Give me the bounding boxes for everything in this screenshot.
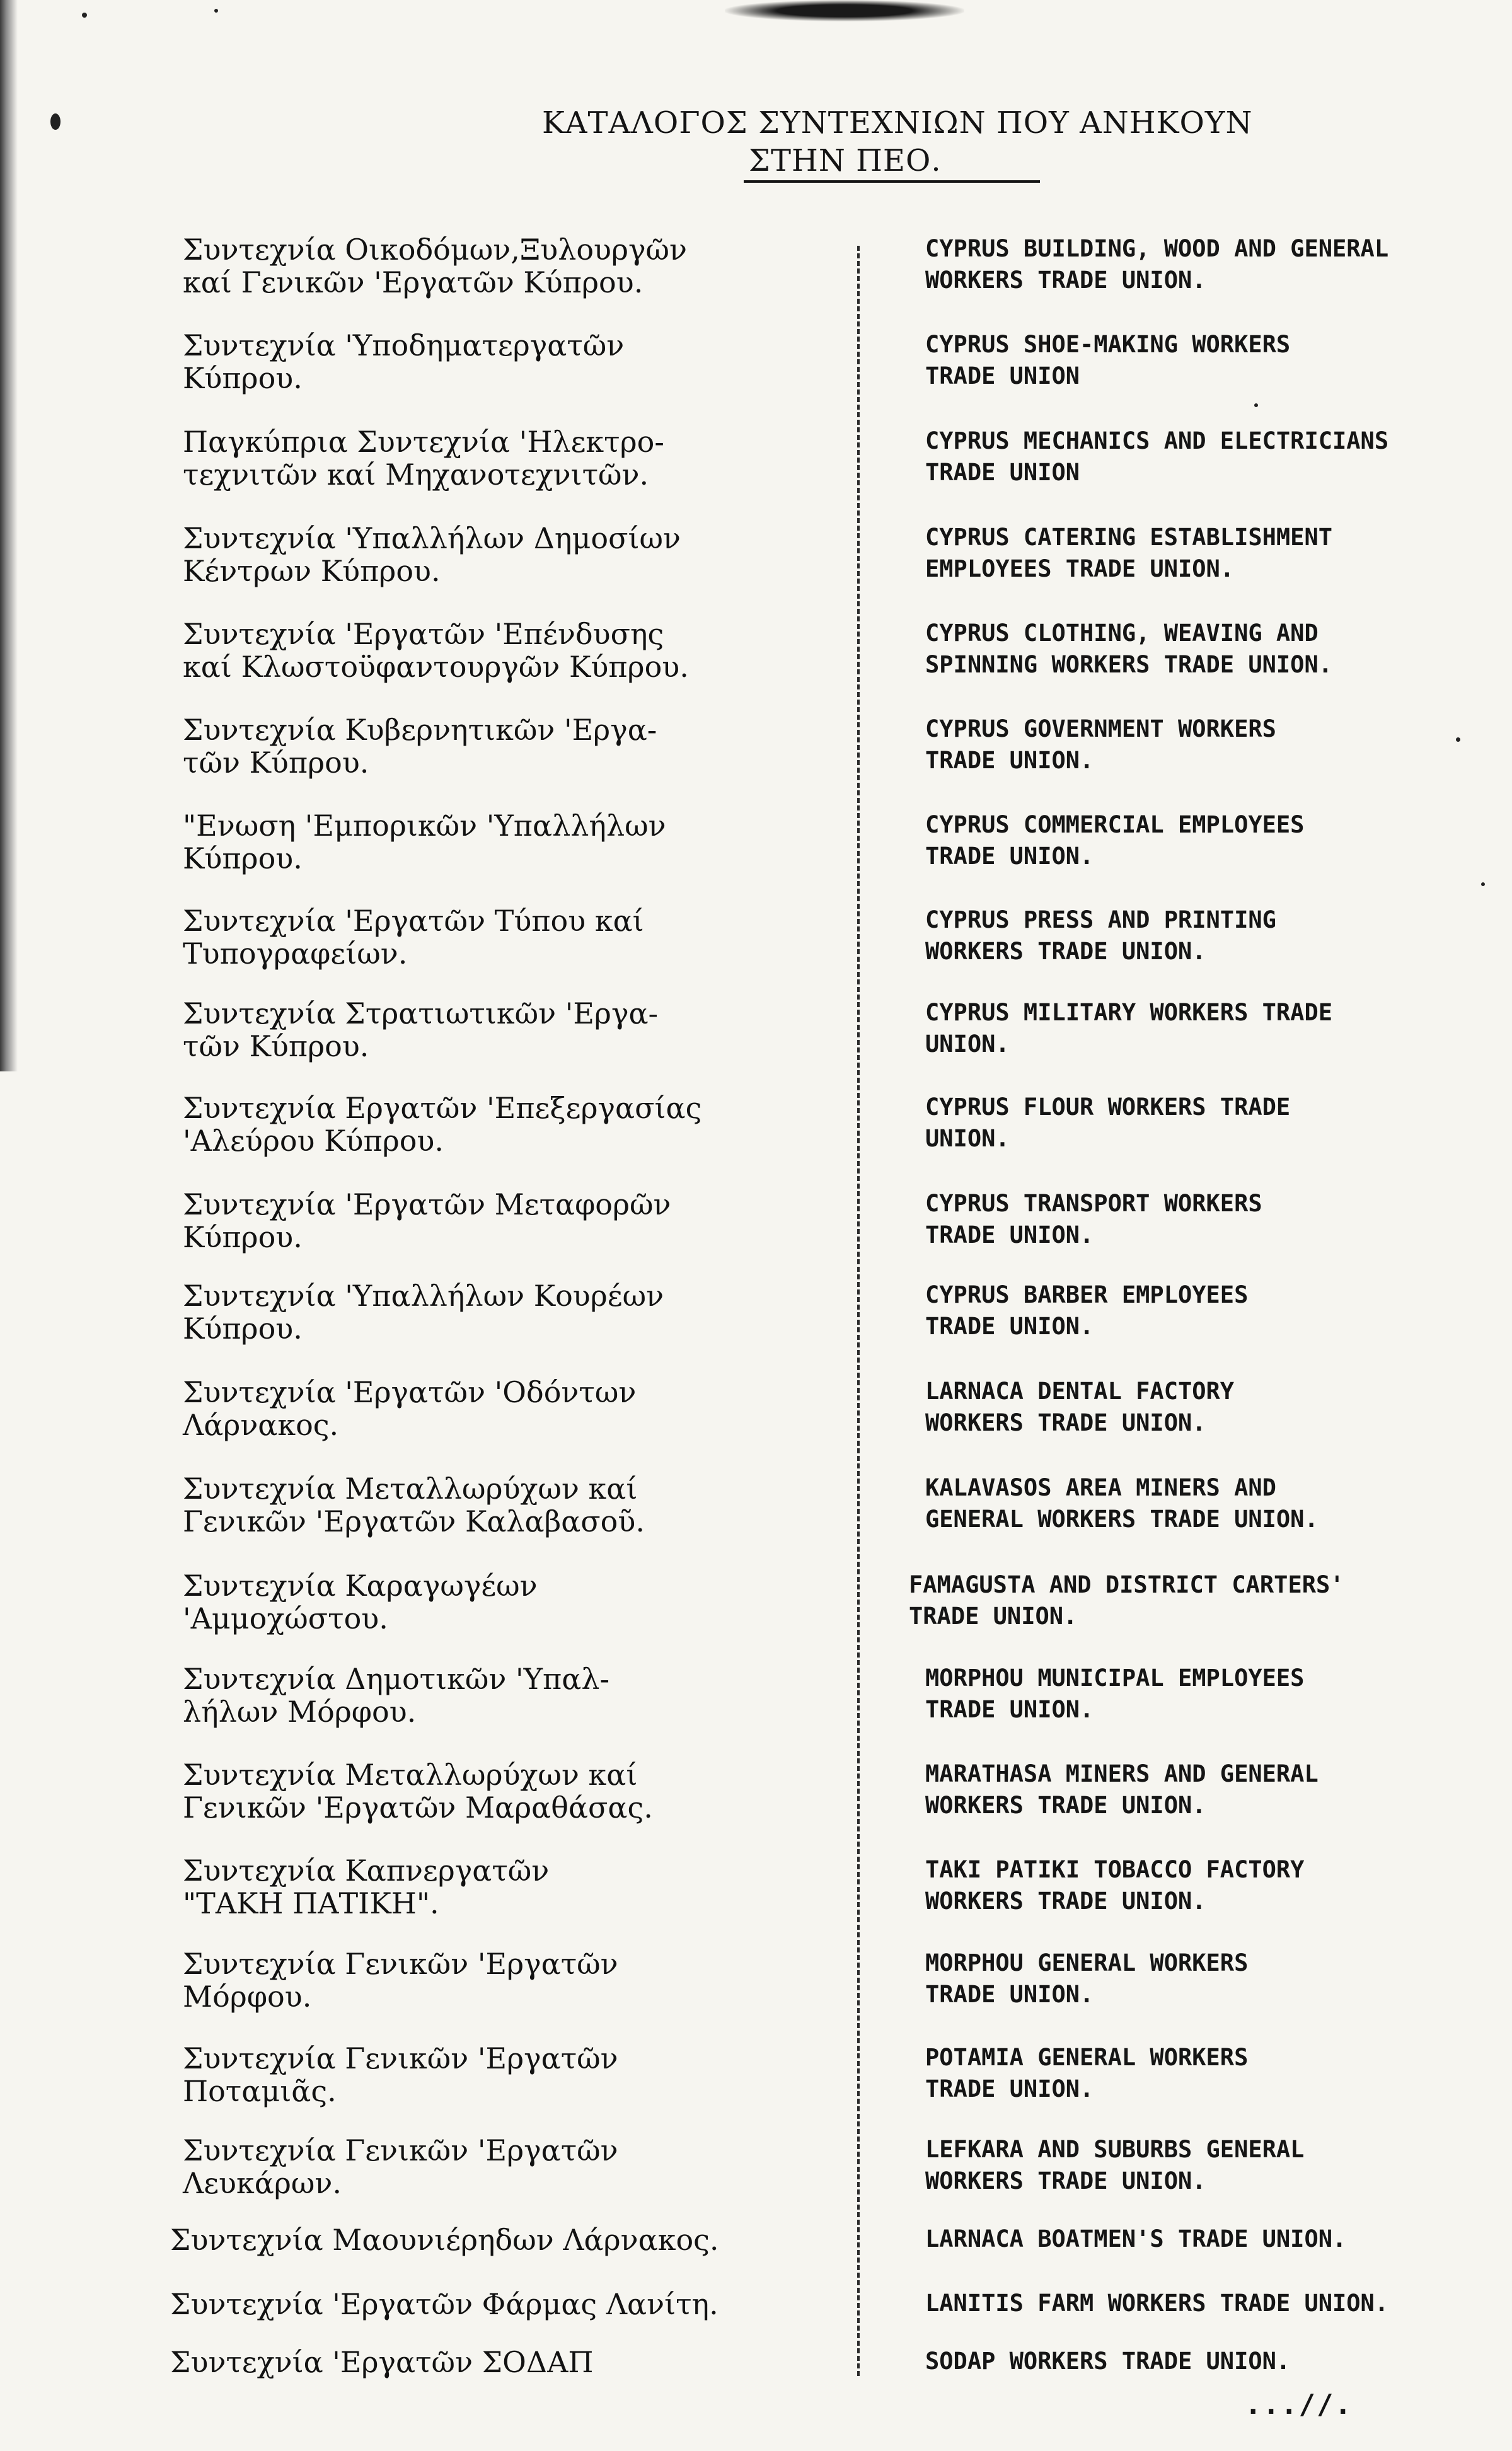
union-name-english: CYPRUS COMMERCIAL EMPLOYEES TRADE UNION. [925, 811, 1305, 870]
union-name-english: CYPRUS TRANSPORT WORKERS TRADE UNION. [925, 1190, 1262, 1249]
union-name-greek: Συντεχνία Καπνεργατῶν "ΤΑΚΗ ΠΑΤΙΚΗ". [183, 1854, 550, 1920]
union-name-greek: Συντεχνία 'Εργατῶν Φάρμας Λανίτη. [170, 2287, 718, 2321]
union-name-english: KALAVASOS AREA MINERS AND GENERAL WORKERS TRADE UNION. [925, 1474, 1319, 1533]
union-name-english: CYPRUS MECHANICS AND ELECTRICIANS TRADE UNION [925, 427, 1389, 486]
union-name-greek: Συντεχνία Εργατῶν 'Επεξεργασίας 'Αλεύρου Κύπρου. [183, 1091, 702, 1158]
union-name-english: LEFKARA AND SUBURBS GENERAL WORKERS TRADE UNION. [925, 2136, 1305, 2194]
union-name-english: LANITIS FARM WORKERS TRADE UNION. [925, 2290, 1389, 2317]
union-name-english: LARNACA DENTAL FACTORY WORKERS TRADE UNION. [925, 1378, 1235, 1436]
union-name-greek: Συντεχνία 'Υποδηματεργατῶν Κύπρου. [183, 328, 625, 395]
union-name-greek: Συντεχνία Στρατιωτικῶν 'Εργα- τῶν Κύπρου. [183, 996, 659, 1063]
union-name-english: TAKI PATIKI TOBACCO FACTORY WORKERS TRADE UNION. [925, 1856, 1305, 1915]
union-name-english: CYPRUS BUILDING, WOOD AND GENERAL WORKERS TRADE UNION. [925, 235, 1389, 294]
union-name-english: CYPRUS FLOUR WORKERS TRADE UNION. [925, 1093, 1291, 1152]
union-name-english: CYPRUS GOVERNMENT WORKERS TRADE UNION. [925, 715, 1276, 774]
union-name-greek: Συντεχνία 'Εργατῶν Μεταφορῶν Κύπρου. [183, 1187, 671, 1254]
union-name-english: SODAP WORKERS TRADE UNION. [925, 2348, 1291, 2375]
union-name-english: POTAMIA GENERAL WORKERS TRADE UNION. [925, 2044, 1249, 2102]
union-name-english: CYPRUS MILITARY WORKERS TRADE UNION. [925, 999, 1333, 1058]
union-name-greek: Συντεχνία 'Εργατῶν ΣΟΔΑΠ [170, 2345, 594, 2379]
union-name-greek: Συντεχνία Καραγωγέων 'Αμμοχώστου. [183, 1569, 538, 1635]
union-name-greek: Συντεχνία Γενικῶν 'Εργατῶν Λευκάρων. [183, 2133, 618, 2200]
union-name-english: MORPHOU GENERAL WORKERS TRADE UNION. [925, 1949, 1249, 2008]
union-name-greek: Συντεχνία Κυβερνητικῶν 'Εργα- τῶν Κύπρου. [183, 713, 657, 780]
title-line-2: ΣΤΗΝ ΠΕΟ. [749, 143, 942, 178]
union-name-greek: Συντεχνία Οικοδόμων,Ξυλουργῶν καί Γενικῶν 'Εργατῶν Κύπρου. [183, 233, 688, 299]
union-name-english: CYPRUS CLOTHING, WEAVING AND SPINNING WORKERS TRADE UNION. [925, 620, 1333, 678]
union-name-greek: Συντεχνία Γενικῶν 'Εργατῶν Ποταμιᾶς. [183, 2041, 618, 2108]
union-name-greek: Συντεχνία 'Εργατῶν 'Οδόντων Λάρνακος. [183, 1375, 637, 1442]
union-name-greek: Συντεχνία Δημοτικῶν 'Υπαλ- λήλων Μόρφου. [183, 1662, 609, 1729]
union-name-english: CYPRUS SHOE-MAKING WORKERS TRADE UNION [925, 331, 1291, 389]
union-name-greek: Παγκύπρια Συντεχνία 'Ηλεκτρο- τεχνιτῶν καί Μηχανοτεχνιτῶν. [183, 425, 664, 492]
union-name-greek: Συντεχνία 'Υπαλλήλων Κουρέων Κύπρου. [183, 1279, 664, 1346]
continuation-mark: ...//. [1245, 2389, 1353, 2421]
union-name-english: FAMAGUSTA AND DISTRICT CARTERS' TRADE UNION. [909, 1571, 1344, 1630]
union-name-greek: Συντεχνία Μαουνιέρηδων Λάρνακος. [170, 2223, 719, 2257]
union-name-english: MORPHOU MUNICIPAL EMPLOYEES TRADE UNION. [925, 1664, 1305, 1723]
union-name-english: CYPRUS CATERING ESTABLISHMENT EMPLOYEES TRADE UNION. [925, 524, 1333, 582]
union-name-greek: Συντεχνία Μεταλλωρύχων καί Γενικῶν 'Εργατῶν Καλαβασοῦ. [183, 1472, 645, 1538]
union-name-greek: Συντεχνία Γενικῶν 'Εργατῶν Μόρφου. [183, 1947, 618, 2014]
union-name-greek: Συντεχνία 'Εργατῶν Τύπου καί Τυπογραφείων. [183, 904, 644, 971]
union-name-greek: "Ενωση 'Εμπορικῶν 'Υπαλλήλων Κύπρου. [183, 809, 666, 875]
union-name-greek: Συντεχνία 'Εργατῶν 'Επένδυσης καί Κλωστοϋφαντουργῶν Κύπρου. [183, 617, 689, 684]
union-name-english: LARNACA BOATMEN'S TRADE UNION. [925, 2225, 1347, 2252]
union-name-greek: Συντεχνία 'Υπαλλήλων Δημοσίων Κέντρων Κύπρου. [183, 521, 681, 588]
title-line-1: ΚΑΤΑΛΟΓΟΣ ΣΥΝΤΕΧΝΙΩΝ ΠΟΥ ΑΝΗΚΟΥΝ [542, 105, 1253, 141]
union-name-english: CYPRUS PRESS AND PRINTING WORKERS TRADE UNION. [925, 906, 1276, 965]
union-name-english: MARATHASA MINERS AND GENERAL WORKERS TRADE UNION. [925, 1760, 1319, 1819]
union-name-english: CYPRUS BARBER EMPLOYEES TRADE UNION. [925, 1281, 1249, 1340]
union-name-greek: Συντεχνία Μεταλλωρύχων καί Γενικῶν 'Εργατῶν Μαραθάσας. [183, 1758, 653, 1825]
